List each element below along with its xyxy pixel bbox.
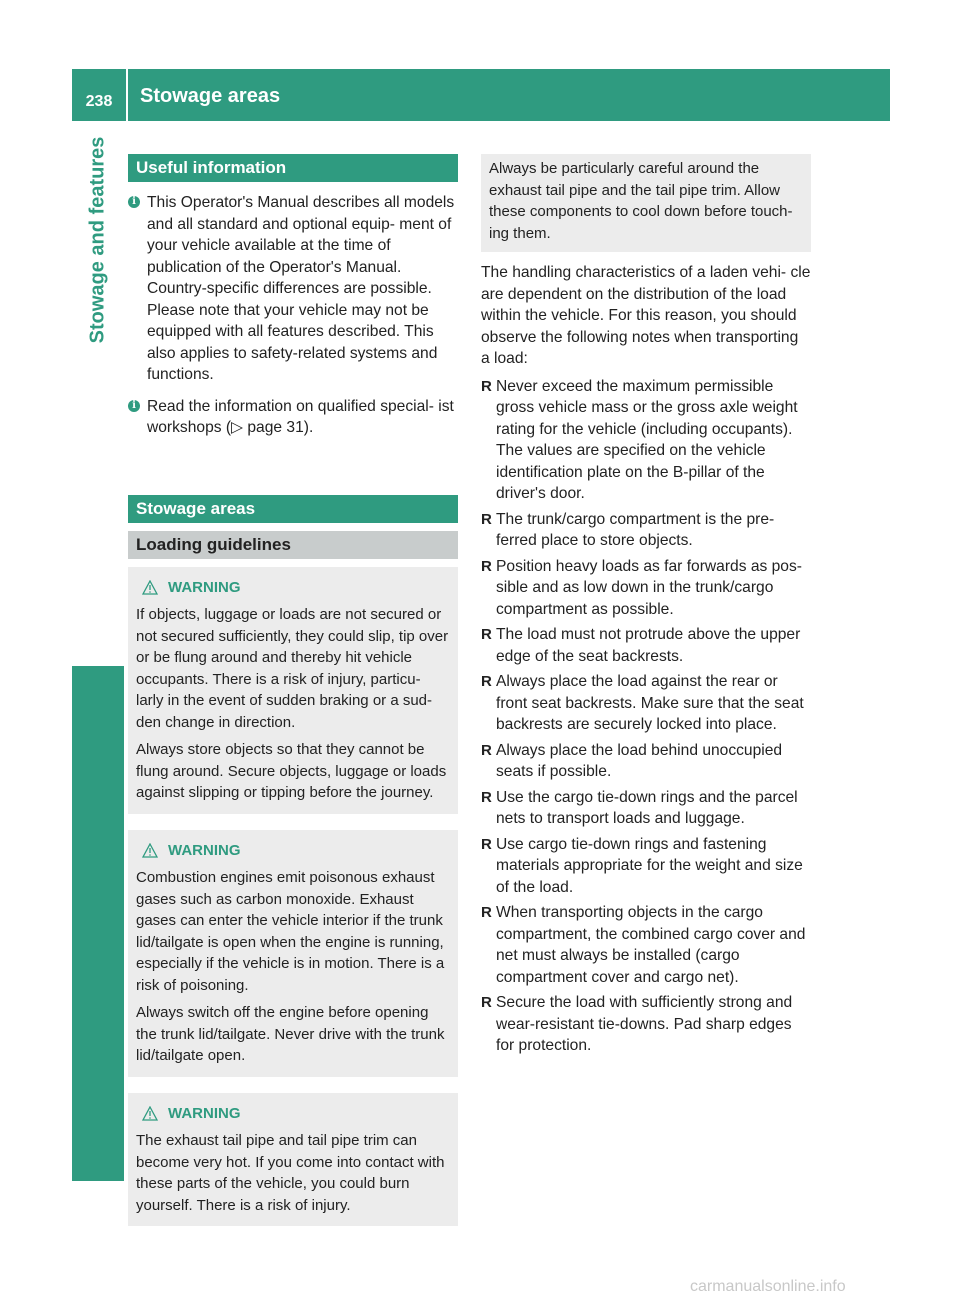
header-title: Stowage areas [140,84,281,107]
caution-box: Always be particularly careful around the exhaust tail pipe and the tail pipe trim. Allow these components to cool down before touch- ing them. [481,154,811,252]
warning-box [128,1093,458,1227]
bullet-glyph: R [481,626,492,643]
warning-box [128,567,458,814]
warning-title [142,1103,450,1125]
warning-title [142,577,450,599]
list-item: R Never exceed the maximum permissible gross vehicle mass or the gross axle weight rating for the vehicle (including occupants). The values are specified on the vehicle identification plate on the B-pillar of the driver's door. [481,376,811,505]
info-icon: i [128,400,140,412]
list-item: R The trunk/cargo compartment is the pre- ferred place to store objects. [481,509,811,552]
page-header [72,69,890,121]
warning-label: WARNING [168,1104,241,1122]
bullet-glyph: R [481,557,492,575]
loading-guidelines-heading: Loading guidelines [128,531,458,559]
left-column [128,154,458,1226]
bullet-glyph: R [481,904,492,921]
warning-box [128,830,458,1077]
bullet-list [481,376,811,1057]
useful-info-heading: Useful information [128,154,458,182]
bullet-glyph: R [481,788,492,806]
bullet-glyph: R [481,377,492,395]
warning-triangle-icon [142,580,158,595]
bullet-glyph: R [481,835,492,853]
stowage-areas-heading: Stowage areas [128,495,458,523]
warning-text: Always store objects so that they cannot be flung around. Secure objects, luggage or loads against slipping or tipping before the journey. [136,741,447,801]
warning-text: Combustion engines emit poisonous exhaust gases such as carbon monoxide. Exhaust gases can enter the vehicle interior if the trunk lid/tailgate is open when the engine is running, especially if the vehicle is in motion. There is a risk of poisoning. [136,869,445,994]
right-column [481,154,811,1061]
warning-label: WARNING [168,578,241,596]
list-item: R Position heavy loads as far forwards as pos- sible and as low down in the trunk/cargo compartment as possible. [481,556,811,621]
bullet-glyph: R [481,673,492,690]
page-number: 238 [85,93,113,110]
warning-triangle-icon [142,843,158,858]
side-section-label: Stowage and features [86,136,109,344]
info-note [128,396,458,439]
info-icon: i [128,196,140,208]
header-divider [126,69,128,121]
list-item: R When transporting objects in the cargo compartment, the combined cargo cover and net must always be installed (cargo compartment cover and cargo net). [481,902,811,988]
intro-paragraph: The handling characteristics of a laden vehi- cle are dependent on the distribution of the load within the vehicle. For this reason, you should observe the following notes when transporting a load: [481,264,811,367]
warning-title [142,840,450,862]
bullet-glyph: R [481,510,492,528]
warning-text: The exhaust tail pipe and tail pipe trim can become very hot. If you come into contact with these parts of the vehicle, you could burn yourself. There is a risk of injury. [136,1132,445,1214]
bullet-glyph: R [481,994,492,1011]
list-item: R The load must not protrude above the upper edge of the seat backrests. [481,624,811,667]
list-item: R Always place the load behind unoccupied seats if possible. [481,740,811,783]
warning-text: Always switch off the engine before opening the trunk lid/tailgate. Never drive with the trunk lid/tailgate open. [136,1004,445,1064]
info-text: This Operator's Manual describes all models and all standard and optional equip- ment of your vehicle available at the time of publication of the Operator's Manual. Country-specific differences are possible. Please note that your vehicle may not be equipped with all features described. This also applies to safety-related systems and functions. [147,194,455,383]
warning-label: WARNING [168,841,241,859]
info-note [128,192,458,386]
list-item: R Use the cargo tie-down rings and the parcel nets to transport loads and luggage. [481,787,811,830]
info-text: Read the information on qualified special- ist workshops (▷ page 31). [147,397,454,436]
bullet-glyph: R [481,741,492,759]
footer-watermark[interactable]: carmanualsonline.info [690,1278,846,1295]
warning-text: If objects, luggage or loads are not secured or not secured sufficiently, they could slip, tip over or be flung around and thereby hit vehicle occupants. There is a risk of injury, particu- larly in the event of sudden braking or a sud- den change in direction. [136,606,449,731]
list-item: R Secure the load with sufficiently strong and wear-resistant tie-downs. Pad sharp edges for protection. [481,992,811,1057]
warning-triangle-icon [142,1106,158,1121]
list-item: R Always place the load against the rear or front seat backrests. Make sure that the seat backrests are securely locked into place. [481,671,811,736]
list-item: R Use cargo tie-down rings and fastening materials appropriate for the weight and size of the load. [481,834,811,899]
